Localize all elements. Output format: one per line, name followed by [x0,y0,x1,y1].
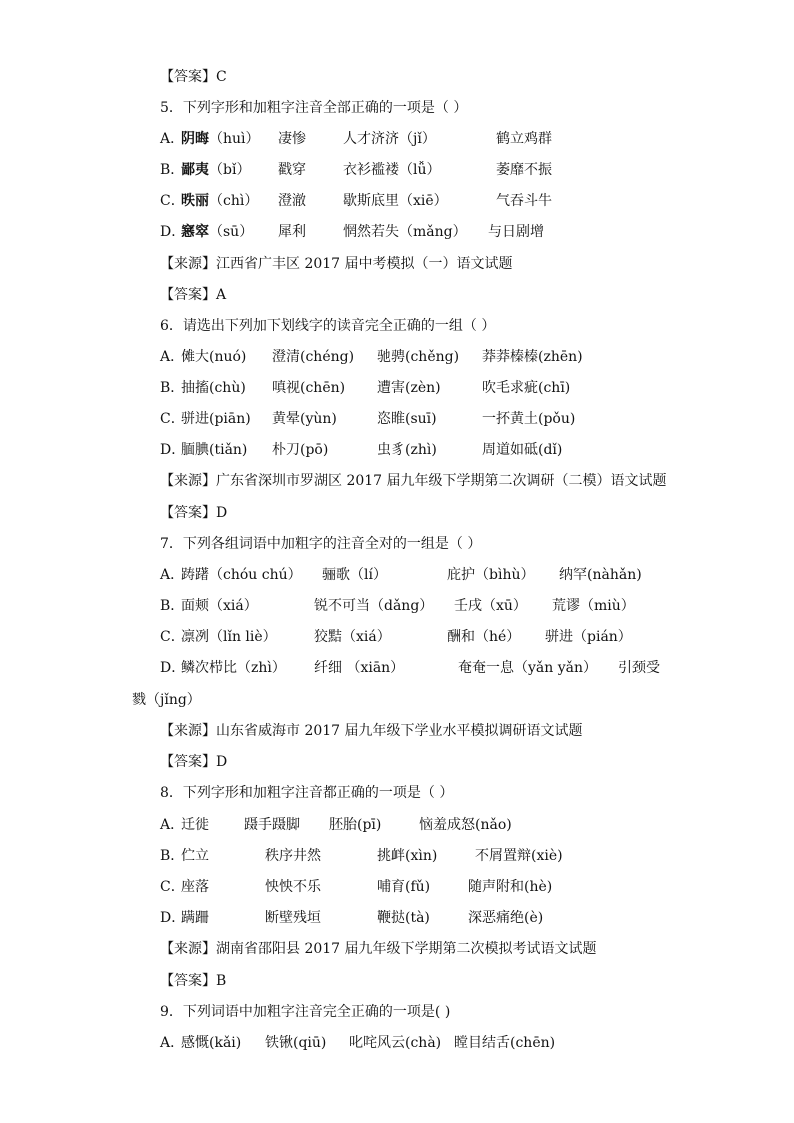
option-word: 瞠目结舌(chēn) [454,1035,556,1051]
option-word: 凄惨 [278,131,306,147]
option-pinyin: （mǎng） [399,224,467,240]
option-word: 奄奄一息（yǎn yǎn） [458,660,597,676]
option-label: C． [160,629,185,645]
option-pinyin: （huì） [209,131,260,147]
source-line: 【来源】广东省深圳市罗湖区 2017 届九年级下学期第二次调研（二模）语文试题 [160,473,667,489]
option-word: 踌躇（chóu chú） [181,567,302,583]
option-word: 嗔视(chēn) [272,380,346,396]
option-word: 人才济济 [343,131,399,147]
question-6-stem: 6．请选出下列加下划线字的读音完全正确的一组（ ） [160,318,496,334]
option-word: 气吞斗牛 [496,193,552,209]
option-word: 歇斯底里 [343,193,399,209]
option-word: 鄙夷 [181,162,209,178]
option-word: 壬戌（xū） [454,598,527,614]
option-word: 萎靡不振 [496,162,552,178]
option-pinyin: （xiē） [399,193,448,209]
option-word: 引颈受 [618,660,660,676]
question-9-stem: 9．下列词语中加粗字注音完全正确的一项是( ) [160,1004,451,1020]
option-word: 犀利 [278,224,306,240]
option-word: 吹毛求疵(chī) [482,380,571,396]
option-word: 铁锹(qiū) [265,1035,327,1051]
question-5-stem: 5．下列字形和加粗字注音全部正确的一项是（ ） [160,100,468,116]
option-label: D． [160,224,186,240]
option-word: 惘然若失 [343,224,399,240]
option-label: A． [160,349,185,365]
option-word: 莽莽榛榛(zhēn) [482,349,583,365]
option-word: 恣睢(suī) [377,411,437,427]
option-wrap-line: 戮（jǐng） [132,692,201,708]
option-word: 昳丽 [181,193,209,209]
option-label: D． [160,910,186,926]
option-word: 骈进(piān) [181,411,251,427]
option-word: 狡黠（xiá） [314,629,391,645]
answer-line: 【答案】B [160,973,227,989]
option-label: A． [160,567,185,583]
option-word: 阴晦 [181,131,209,147]
option-word: 虫豸(zhì) [377,442,437,458]
answer-line: 【答案】D [160,505,228,521]
option-word: 蹑手蹑脚 [244,817,300,833]
option-word: 遭害(zèn) [377,380,441,396]
option-label: C． [160,411,185,427]
option-label: A． [160,1035,185,1051]
option-word: 荒谬（miù） [552,598,635,614]
option-word: 秩序井然 [265,848,321,864]
option-word: 傩大(nuó) [181,349,247,365]
option-word: 随声附和(hè) [468,879,553,895]
option-label: B． [160,598,185,614]
option-word: 深恶痛绝(è) [468,910,544,926]
option-word: 座落 [181,879,209,895]
option-label: B． [160,380,185,396]
option-pinyin: （bǐ） [209,162,251,178]
option-pinyin: （chì） [209,193,259,209]
option-label: C． [160,879,185,895]
option-label: D． [160,442,186,458]
option-word: 鹤立鸡群 [496,131,552,147]
source-line: 【来源】江西省广丰区 2017 届中考模拟（一）语文试题 [160,256,513,272]
option-word: 锐不可当（dǎng） [314,598,434,614]
option-label: B． [160,848,185,864]
source-line: 【来源】山东省威海市 2017 届九年级下学业水平模拟调研语文试题 [160,723,583,739]
option-pinyin: （jǐ） [399,131,436,147]
option-label: C． [160,193,185,209]
option-word: 挑衅(xìn) [377,848,438,864]
option-label: A． [160,131,185,147]
option-word: 腼腆(tiǎn) [181,442,248,458]
option-word: 纤细 （xiān） [314,660,405,676]
source-line: 【来源】湖南省邵阳县 2017 届九年级下学期第二次模拟考试语文试题 [160,941,597,957]
option-label: B． [160,162,185,178]
option-pinyin: （sū） [209,224,254,240]
option-label: A． [160,817,185,833]
option-word: 迁徙 [181,817,209,833]
option-word: 抽搐(chù) [181,380,246,396]
option-word: 窸窣 [181,224,209,240]
answer-line: 【答案】D [160,754,228,770]
option-word: 骊歌（lí） [322,567,387,583]
answer-line: 【答案】A [160,287,227,303]
option-pinyin: （lǚ） [399,162,441,178]
option-word: 面颊（xiá） [181,598,258,614]
option-word: 骈进（pián） [545,629,632,645]
option-word: 恼羞成怒(nǎo) [419,817,512,833]
option-word: 伫立 [181,848,209,864]
option-word: 哺育(fǔ) [377,879,431,895]
option-word: 周道如砥(dǐ) [482,442,563,458]
option-word: 驰骋(chěng) [377,349,460,365]
option-word: 庇护（bìhù） [447,567,535,583]
option-word: 与日剧增 [488,224,544,240]
option-word: 胚胎(pī) [329,817,382,833]
option-word: 纳罕(nàhǎn) [559,567,642,583]
option-word: 鳞次栉比（zhì） [181,660,286,676]
option-word: 衣衫褴褛 [343,162,399,178]
option-word: 不屑置辩(xiè) [475,848,563,864]
option-word: 戳穿 [278,162,306,178]
option-word: 朴刀(pō) [272,442,329,458]
option-word: 断壁残垣 [265,910,321,926]
option-word: 澄澈 [278,193,306,209]
option-word: 叱咤风云(chà) [349,1035,442,1051]
answer-line: 【答案】C [160,69,227,85]
option-word: 凛冽（lǐn liè） [181,629,277,645]
question-8-stem: 8．下列字形和加粗字注音都正确的一项是（ ） [160,785,454,801]
option-word: 鞭挞(tà) [377,910,430,926]
option-word: 酬和（hé） [447,629,521,645]
option-word: 怏怏不乐 [265,879,321,895]
question-7-stem: 7．下列各组词语中加粗字的注音全对的一组是（ ） [160,536,482,552]
option-word: 澄清(chéng) [272,349,355,365]
option-label: D． [160,660,186,676]
option-word: 一抔黄土(pǒu) [482,411,576,427]
option-word: 黄晕(yùn) [272,411,337,427]
option-word: 感慨(kǎi) [181,1035,242,1051]
option-word: 蹒跚 [181,910,209,926]
